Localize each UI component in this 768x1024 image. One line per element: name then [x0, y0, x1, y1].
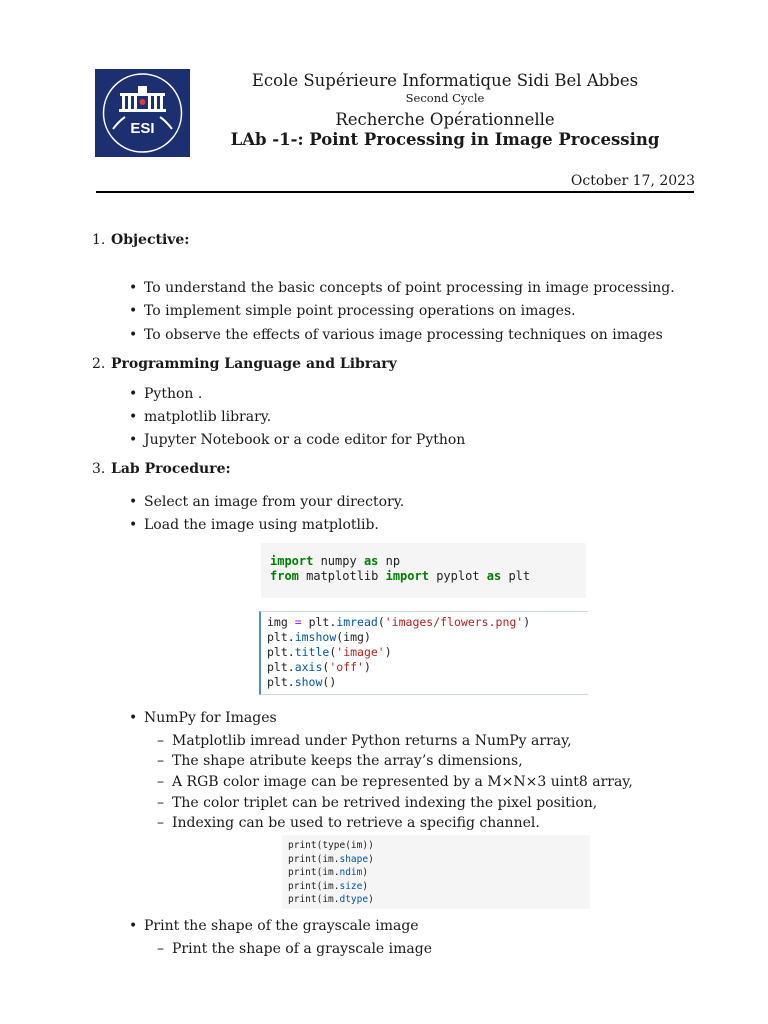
- list-item: Python .: [144, 386, 203, 402]
- code-line: img = plt.imread('images/flowers.png'): [267, 615, 531, 629]
- sub-list-item: A RGB color image can be represented by a M×N×3 uint8 array,: [172, 774, 633, 790]
- list-item: Jupyter Notebook or a code editor for Python: [144, 432, 466, 448]
- list-item: matplotlib library.: [144, 409, 272, 425]
- code-block-print: [282, 835, 590, 909]
- bullet-dot: •: [129, 918, 138, 934]
- code-line: from matplotlib import pyplot as plt: [270, 569, 531, 583]
- bullet-dot: •: [129, 494, 138, 510]
- code-line: print(im.dtype): [288, 894, 374, 905]
- bullet-dot: •: [129, 303, 138, 319]
- section-title-objective: Objective:: [111, 232, 190, 248]
- dash-marker: –: [157, 733, 164, 749]
- logo-text: ESI: [130, 120, 155, 137]
- document-date: October 17, 2023: [570, 173, 695, 189]
- bullet-dot: •: [129, 517, 138, 533]
- list-item: To understand the basic concepts of point processing in image processing.: [144, 280, 675, 296]
- list-item: To implement simple point processing operations on images.: [144, 303, 576, 319]
- code-line: print(type(im)): [288, 840, 374, 851]
- list-item: To observe the effects of various image processing techniques on images: [144, 327, 663, 343]
- sub-list-item: Matplotlib imread under Python returns a NumPy array,: [172, 733, 572, 749]
- bullet-dot: •: [129, 432, 138, 448]
- dash-marker: –: [157, 941, 164, 957]
- code-block-show-image: [259, 611, 588, 695]
- section-number: 1.: [92, 232, 106, 248]
- list-item: Print the shape of the grayscale image: [144, 918, 419, 934]
- section-number: 2.: [92, 356, 106, 372]
- dash-marker: –: [157, 753, 164, 769]
- course-name: Recherche Opérationnelle: [335, 110, 555, 129]
- bullet-dot: •: [129, 280, 138, 296]
- code-line: print(im.size): [288, 880, 369, 892]
- code-line: print(im.shape): [288, 853, 374, 865]
- lab-title: LAb -1-: Point Processing in Image Processing: [230, 130, 660, 149]
- cycle-label: Second Cycle: [405, 91, 485, 105]
- bullet-dot: •: [129, 710, 138, 726]
- section-title-language: Programming Language and Library: [111, 356, 397, 372]
- code-content: [261, 612, 588, 690]
- code-content: [282, 835, 590, 907]
- dash-marker: –: [157, 774, 164, 790]
- dash-marker: –: [157, 815, 164, 831]
- bullet-dot: •: [129, 386, 138, 402]
- list-item: Load the image using matplotlib.: [144, 517, 379, 533]
- bullet-dot: •: [129, 409, 138, 425]
- code-line: plt.imshow(img): [267, 630, 371, 644]
- school-name: Ecole Supérieure Informatique Sidi Bel Abbes: [251, 71, 639, 90]
- sub-list-item: The shape atribute keeps the array’s dimensions,: [172, 753, 523, 769]
- school-logo: [95, 69, 190, 157]
- esi-logo-icon: [95, 69, 190, 157]
- code-block-imports: [261, 543, 586, 598]
- dash-marker: –: [157, 795, 164, 811]
- code-line: plt.title('image'): [267, 645, 392, 659]
- code-line: print(im.ndim): [288, 867, 369, 878]
- code-line: plt.show(): [267, 675, 337, 689]
- sub-list-item: Print the shape of a grayscale image: [172, 941, 433, 957]
- sub-list-item: Indexing can be used to retrieve a specifig channel.: [172, 815, 540, 831]
- code-line: plt.axis('off'): [267, 660, 371, 674]
- section-title-procedure: Lab Procedure:: [111, 461, 231, 477]
- section-number: 3.: [92, 461, 106, 477]
- code-line: import numpy as np: [270, 554, 401, 568]
- list-item: NumPy for Images: [144, 710, 277, 726]
- sub-list-item: The color triplet can be retrived indexing the pixel position,: [172, 795, 598, 811]
- header-divider: [96, 191, 694, 193]
- list-item: Select an image from your directory.: [144, 494, 405, 510]
- bullet-dot: •: [129, 327, 138, 343]
